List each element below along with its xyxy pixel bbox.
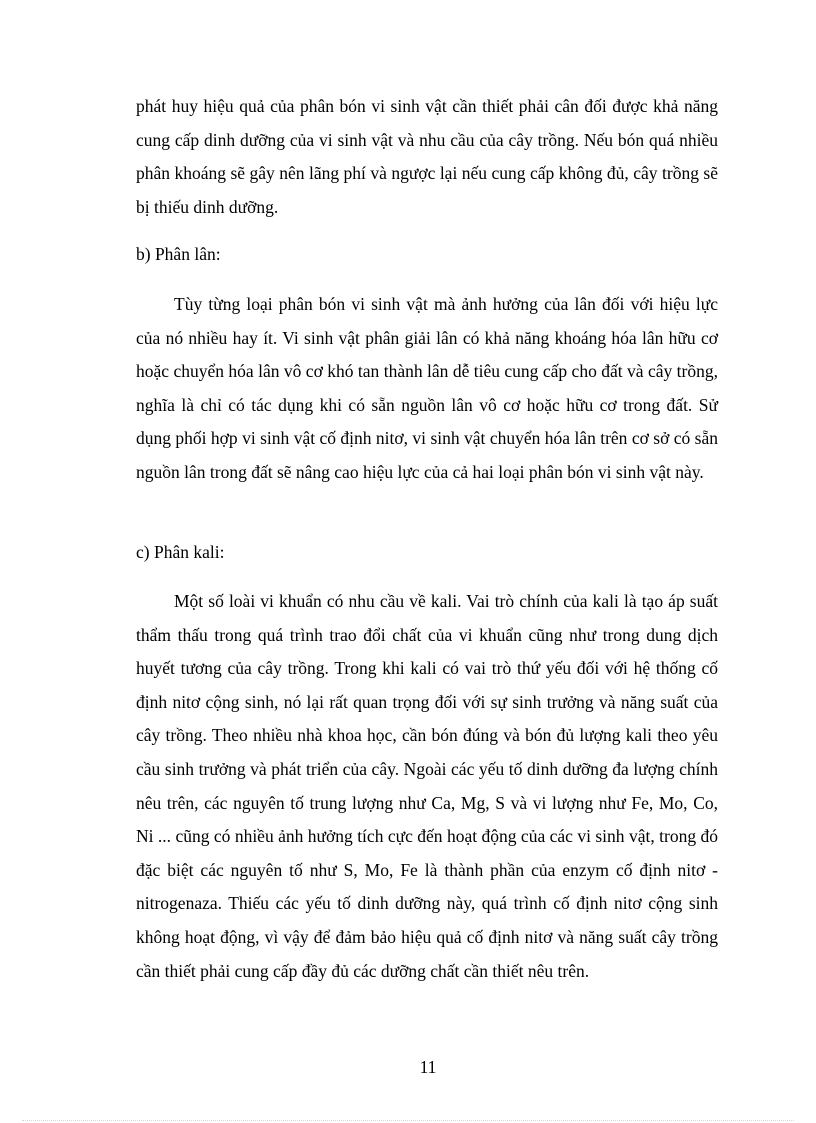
section-heading-phan-lan: b) Phân lân: xyxy=(136,244,221,264)
page-number: 11 xyxy=(419,1057,437,1077)
paragraph-phan-lan: Tùy từng loại phân bón vi sinh vật mà ảnh hưởng của lân đối với hiệu lực của nó nhiều hay ít. Vi sinh vật phân giải lân có khả năng khoáng hóa lân hữu cơ hoặc chuyển hóa lân vô cơ khó tan thành lân dễ tiêu cung cấp cho đất và cây trồng, nghĩa là chỉ có tác dụng khi có sẵn nguồn lân vô cơ hoặc hữu cơ trong đất. Sử dụng phối hợp vi sinh vật cố định nitơ, vi sinh vật chuyển hóa lân trên cơ sở có sẵn nguồn lân trong đất sẽ nâng cao hiệu lực của cả hai loại phân bón vi sinh vật này. xyxy=(136,294,718,482)
page-bottom-divider xyxy=(22,1120,794,1121)
paragraph-phan-kali: Một số loài vi khuẩn có nhu cầu về kali. Vai trò chính của kali là tạo áp suất thẩm thấu trong quá trình trao đổi chất của vi khuẩn cũng như trong dung dịch huyết tương của cây trồng. Trong khi kali có vai trò thứ yếu đối với hệ thống cố định nitơ cộng sinh, nó lại rất quan trọng đối với sự sinh trưởng và năng suất của cây trồng. Theo nhiều nhà khoa học, cần bón đúng và bón đủ lượng kali theo yêu cầu sinh trưởng và phát triển của cây. Ngoài các yếu tố dinh dưỡng đa lượng chính nêu trên, các nguyên tố trung lượng như Ca, Mg, S và vi lượng như Fe, Mo, Co, Ni ... cũng có nhiều ảnh hưởng tích cực đến hoạt động của các vi sinh vật, trong đó đặc biệt các nguyên tố như S, Mo, Fe là thành phần của enzym cố định nitơ - nitrogenaza. Thiếu các yếu tố dinh dưỡng này, quá trình cố định nitơ cộng sinh không hoạt động, vì vậy để đảm bảo hiệu quả cố định nitơ và năng suất cây trồng cần thiết phải cung cấp đầy đủ các dưỡng chất cần thiết nêu trên. xyxy=(136,591,718,981)
section-heading-phan-kali: c) Phân kali: xyxy=(136,542,225,562)
paragraph-continuation: phát huy hiệu quả của phân bón vi sinh vật cần thiết phải cân đối được khả năng cung cấp dinh dưỡng của vi sinh vật và nhu cầu của cây trồng. Nếu bón quá nhiều phân khoáng sẽ gây nên lãng phí và ngược lại nếu cung cấp không đủ, cây trồng sẽ bị thiếu dinh dưỡng. xyxy=(136,96,718,217)
